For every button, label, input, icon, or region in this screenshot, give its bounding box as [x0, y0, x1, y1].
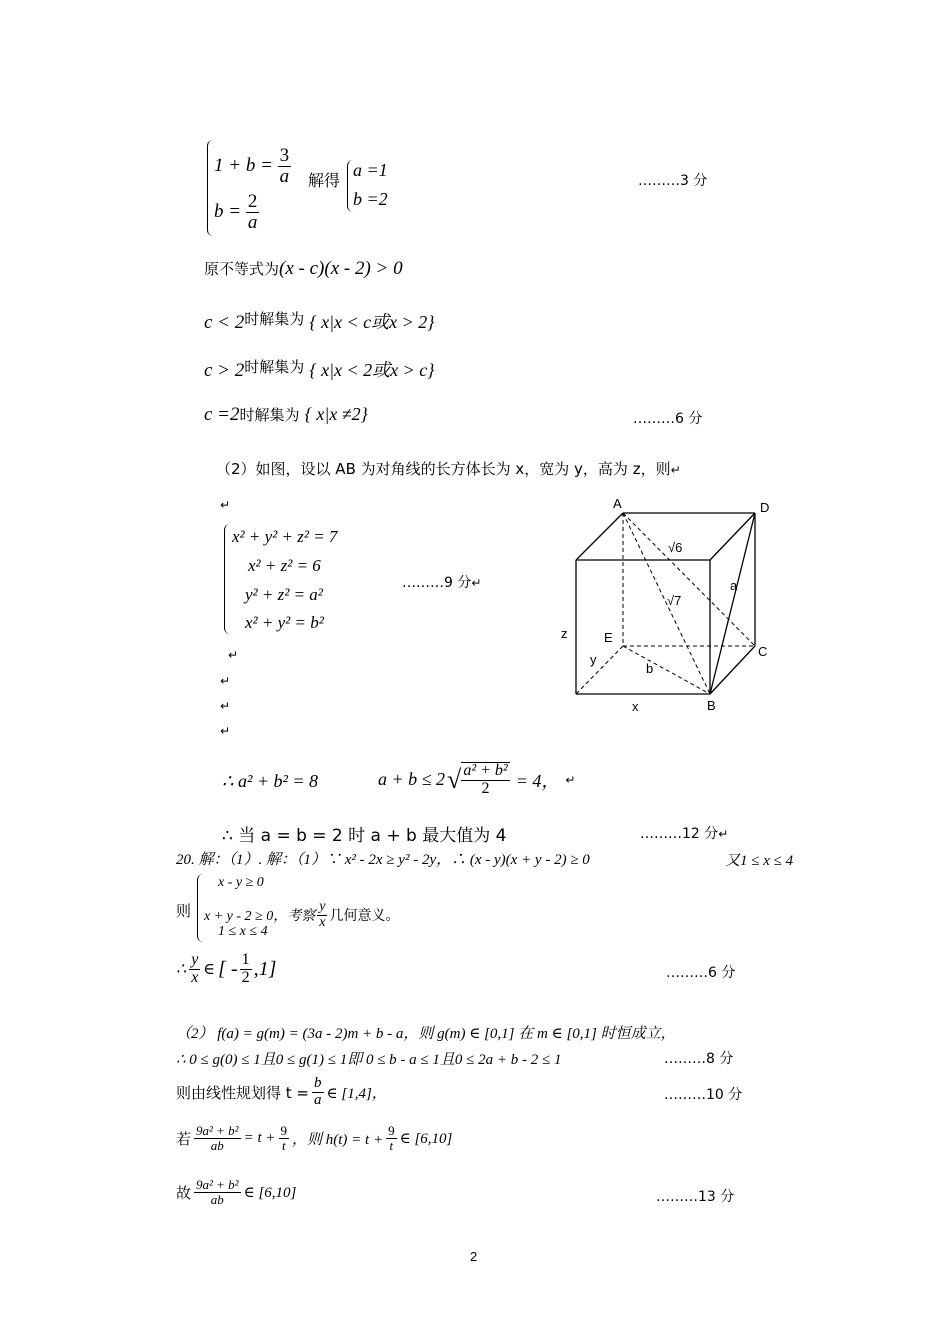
hidden-edge	[576, 646, 623, 694]
eq2: x² + z² = 6	[248, 556, 321, 575]
label-y: y	[590, 652, 597, 667]
label-D: D	[760, 500, 770, 515]
score-12: ………12 分↵	[640, 826, 729, 842]
part2-intro: （2）如图，设以 AB 为对角线的长方体长为 x，宽为 y，高为 z，则↵	[216, 460, 681, 478]
return-mark: ↵	[220, 674, 231, 688]
p20b-line4: 若 $\frac{\text{9a² + b²}}{ab}$ = t + $\frac{9}{t}$ ，则 h(t) = t + $\frac{9}{t}$ ∈ [6,10]	[176, 1123, 453, 1153]
p20-line1: 20. 解：（1）. 解：（1）∵ x² - 2x ≥ y² - 2y，∴ (x - y)(x + y - 2) ≥ 0	[176, 852, 590, 868]
return-mark: ↵	[220, 699, 231, 713]
edge	[710, 646, 755, 694]
sys1-line1: 1 + b = $\frac{3}{a}$	[214, 145, 290, 187]
return-mark: ↵	[220, 498, 231, 512]
score-10: ………10 分	[664, 1087, 743, 1103]
solution-a: a =1	[353, 160, 388, 180]
score-8: ………8 分	[664, 1051, 734, 1067]
constraint-2: x + y - 2 ≥ 0，考察 $\frac{y}{x}$ 几何意义。	[204, 899, 400, 930]
diagonal-b	[623, 646, 710, 694]
eq4: x² + y² = b²	[245, 613, 324, 632]
label-b: b	[646, 661, 654, 676]
therefore-1: ∴ a² + b² = 8	[222, 771, 319, 791]
label-E: E	[604, 630, 613, 645]
label-B: B	[707, 698, 716, 713]
p20b-line2: ∴ 0 ≤ g(0) ≤ 1且0 ≤ g(1) ≤ 1即 0 ≤ b - a ≤ 1且0 ≤ 2a + b - 2 ≤ 1	[176, 1052, 562, 1068]
p20-result: ∴ $\frac{y}{x}$ ∈ [ - $\frac{1}{2}$ ,1]	[176, 951, 277, 986]
edge	[576, 513, 623, 560]
score-6b: ………6 分	[666, 965, 736, 981]
p20-line1-tail: 又1 ≤ x ≤ 4	[725, 853, 794, 869]
constraint-3: 1 ≤ x ≤ 4	[218, 924, 268, 939]
ineq-case-1: c < 2时解集为 { x|x < c或x > 2}	[204, 310, 435, 333]
page-number: 2	[470, 1249, 478, 1264]
label-z: z	[561, 626, 568, 641]
solution-b: b =2	[353, 189, 388, 209]
constraint-1: x - y ≥ 0	[218, 875, 264, 890]
ineq-case-3: c =2时解集为 { x|x ≠2}	[204, 404, 368, 425]
ineq-intro: 原不等式为(x - c)(x - 2) > 0	[204, 258, 403, 279]
ineq-case-2: c > 2时解集为 { x|x < 2或x > c}	[204, 358, 435, 381]
score-9: ………9 分↵	[402, 575, 482, 591]
label-A: A	[613, 496, 622, 511]
score-6a: ………6 分	[633, 411, 703, 427]
label-a: a	[730, 578, 738, 593]
return-mark: ↵	[220, 724, 231, 738]
ineq-sqrt: a + b ≤ 2 √ $\frac{\text{a² + b²}}{2}$ = 4， ↵	[378, 762, 576, 797]
then-word: 则	[176, 902, 192, 920]
eq3: y² + z² = a²	[245, 585, 323, 604]
p20b-line5: 故 $\frac{\text{9a² + b²}}{ab}$ ∈ [6,10]	[176, 1177, 297, 1207]
p20b-line1: （2） f(a) = g(m) = (3a - 2)m + b - a，则 g(m) ∈ [0,1] 在 m ∈ [0,1] 时恒成立，	[176, 1026, 676, 1042]
return-mark: ↵	[228, 648, 239, 662]
label-sqrt7: √7	[667, 593, 682, 608]
score-13: ………13 分	[656, 1189, 735, 1205]
diagonal-a	[710, 513, 755, 694]
solve-word: 解得	[308, 171, 341, 190]
cuboid-figure	[550, 492, 790, 716]
p20b-line3: 则由线性规划得 t = $\frac{b}{a}$ ∈ [1,4]，	[176, 1075, 387, 1108]
label-x: x	[632, 699, 639, 714]
sys1-line2: b = $\frac{2}{a}$	[214, 191, 258, 233]
edge	[710, 513, 755, 560]
label-C: C	[758, 644, 768, 659]
label-sqrt6: √6	[668, 540, 683, 555]
therefore-2: ∴ 当 a = b = 2 时 a + b 最大值为 4	[222, 826, 507, 846]
score-3: ………3 分	[638, 173, 708, 189]
eq1: x² + y² + z² = 7	[232, 527, 338, 546]
